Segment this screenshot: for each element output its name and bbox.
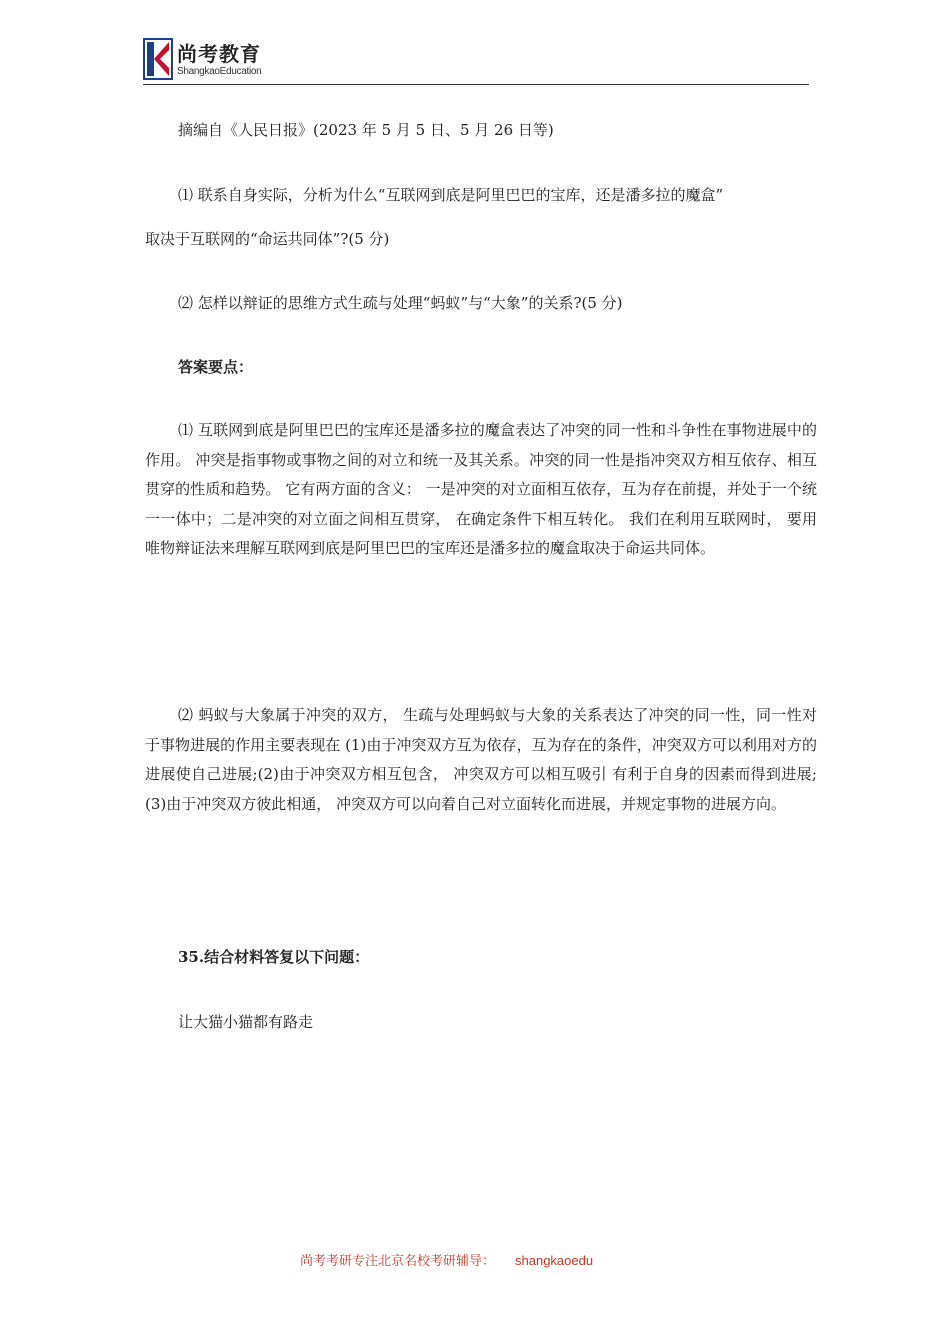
source-citation: 摘编自《人民日报》(2023 年 5 月 5 日、5 月 26 日等) <box>178 121 554 139</box>
page-header <box>143 38 809 86</box>
question-2: ⑵ 怎样以辩证的思维方式生疏与处理“蚂蚁”与“大象”的关系?(5 分) <box>178 294 623 312</box>
logo-chinese-name: 尚考教育 <box>177 42 261 66</box>
answer-2-paragraph: ⑵ 蚂蚁与大象属于冲突的双方， 生疏与处理蚂蚁与大象的关系表达了冲突的同一性，同一性对于事物进展的作用主要表现在 (1)由于冲突双方互为依存，互为存在的条件，冲突双方可以利用对方的进展使自己进展;(2)由于冲突双方相互包含， 冲突双方可以相互吸引 有利于自身的因素而得到进展; (3)由于冲突双方彼此相通， 冲突双方可以向着自己对立面转化而进展，并规定事物的进展方向。 <box>145 706 817 813</box>
question-35-heading: 35.结合材料答复以下问题： <box>178 948 370 966</box>
header-divider <box>143 84 809 85</box>
question-1-line-2: 取决于互联网的“命运共同体”?(5 分) <box>145 230 390 248</box>
footer-text: 尚考考研专注北京名校考研辅导： <box>300 1254 496 1269</box>
answer-heading: 答案要点： <box>178 358 254 376</box>
material-title: 让大猫小猫都有路走 <box>178 1013 314 1031</box>
page-footer <box>300 1250 593 1269</box>
question-1-line-1: ⑴ 联系自身实际，分析为什么“互联网到底是阿里巴巴的宝库，还是潘多拉的魔盒” <box>178 186 724 204</box>
logo-english-name: ShangkaoEducation <box>177 66 262 77</box>
shangkao-logo-icon <box>143 38 173 80</box>
footer-site: shangkaoedu <box>515 1253 594 1268</box>
answer-1-paragraph: ⑴ 互联网到底是阿里巴巴的宝库还是潘多拉的魔盒表达了冲突的同一性和斗争性在事物进展中的作用。 冲突是指事物或事物之间的对立和统一及其关系。冲突的同一性是指冲突双方相互依存、相互贯穿的性质和趋势。 它有两方面的含义： 一是冲突的对立面相互依存，互为存在前提，并处于一个统一一体中；二是冲突的对立面之间相互贯穿， 在确定条件下相互转化。 我们在利用互联网时， 要用唯物辩证法来理解互联网到底是阿里巴巴的宝库还是潘多拉的魔盒取决于命运共同体。 <box>145 421 817 558</box>
